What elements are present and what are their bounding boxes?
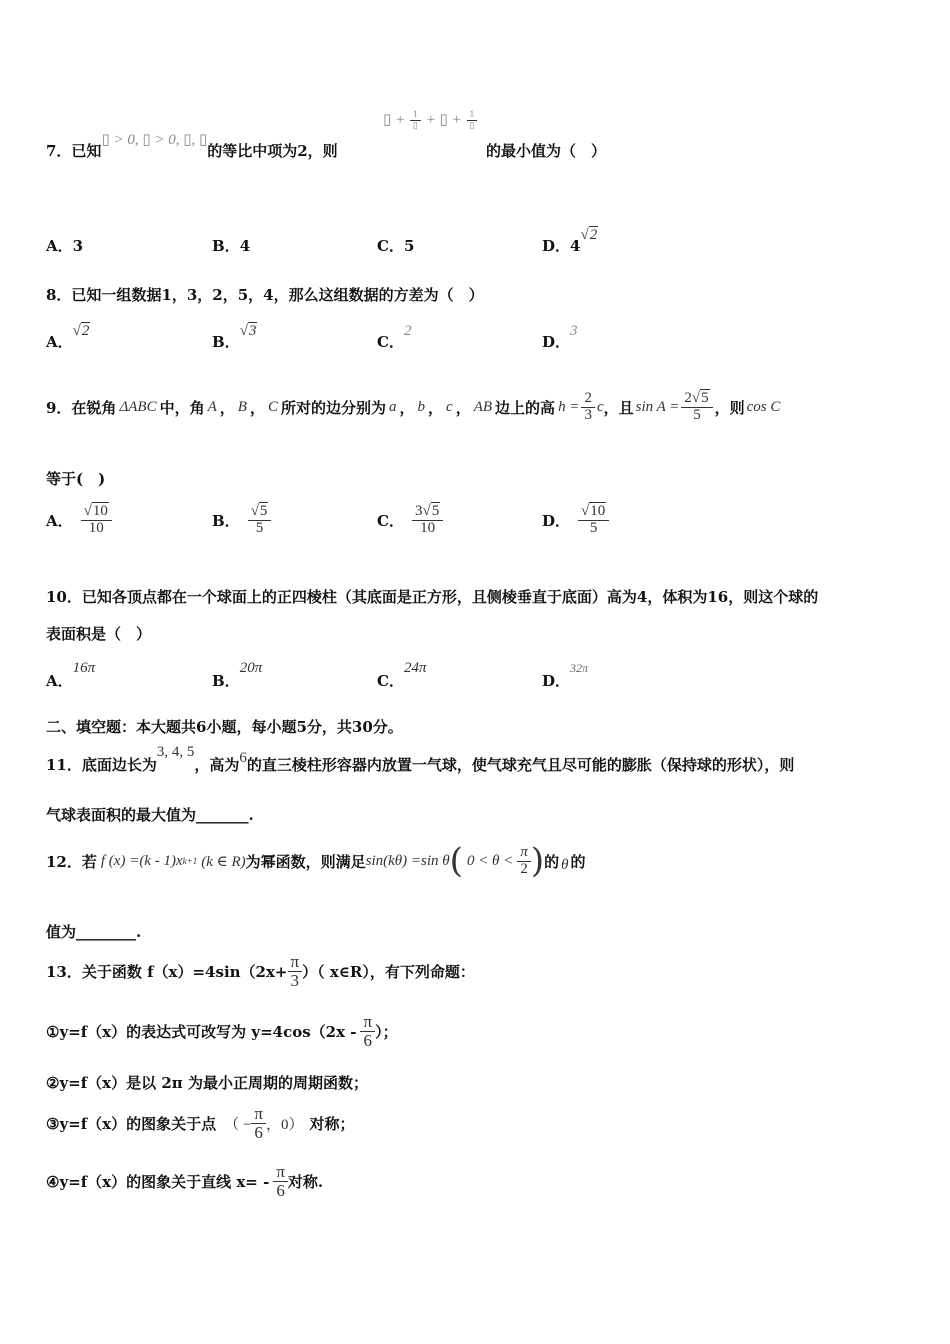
q9-stem-line2: 等于( ): [46, 470, 106, 488]
q13-statement-1: ①y=f（x）的表达式可改写为 y=4cos（2x - $\frac{\pi}{6}$ ）；: [46, 1011, 398, 1050]
q7-stem: 7．已知▯ > 0, ▯ > 0, ▯, ▯的等比中项为2，则: [46, 132, 338, 160]
q7-option-a[interactable]: A．3: [46, 237, 84, 255]
q12-pi-over-2: $\frac{\pi}{2}$: [517, 845, 531, 878]
q9-option-a[interactable]: A． $\frac{√10}{10}$: [46, 504, 112, 537]
q10-option-d[interactable]: D．$^{32\pi}$: [542, 661, 589, 690]
q9-h-fraction: $\frac{2}{3}$: [581, 391, 595, 424]
q11-stem-line2: 气球表面积的最大值为_______.: [46, 806, 254, 824]
q12-stem: 12．若 f (x) =(k - 1)x k+1 (k ∈ R) 为幂函数，则满足 sin(kθ) =sin θ ( 0 < θ < $\frac{\pi}{2}$ ) 的 θ 的: [46, 841, 586, 881]
q8-stem: 8．已知一组数据1，3，2，5，4，那么这组数据的方差为（ ）: [46, 286, 484, 304]
q7-expression: ▯ + $\frac{1}{▯}$ + ▯ + $\frac{1}{▯}$: [383, 110, 477, 130]
q7-frac-1: $\frac{1}{▯}$: [410, 110, 421, 130]
q9-sin-fraction: $\frac{2√5}{5}$: [681, 391, 712, 424]
q10-option-a[interactable]: A．16π: [46, 660, 96, 690]
q7-stem-end: 的最小值为（ ）: [486, 142, 607, 160]
q11-stem: 11．底面边长为3, 4, 5，高为6的直三棱柱形容器内放置一气球，使气球充气且尽可能的膨胀（保持球的形状），则: [46, 744, 795, 774]
q7-condition: ▯ > 0, ▯ > 0, ▯, ▯: [101, 132, 208, 148]
q7-frac-2: $\frac{1}{▯}$: [466, 110, 477, 130]
q9-stem: 9．在锐角 ΔABC 中，角 A ， B ， C 所对的边分别为 a ， b ， c ， AB 边上的高 h = $\frac{2}{3}$ c ，且 sin A = $\frac{2√5}{5}$ ，则 cos C: [46, 389, 781, 423]
q7-option-c[interactable]: C．5: [377, 237, 415, 255]
q13-statement-3: ③y=f（x）的图象关于点 （ − $\frac{\pi}{6}$ ，0） 对称；: [46, 1103, 355, 1142]
q8-option-c[interactable]: C．2: [377, 323, 412, 351]
q10-option-b[interactable]: B．20π: [212, 660, 263, 690]
q9-option-b[interactable]: B． $\frac{√5}{5}$: [212, 504, 271, 537]
q10-stem: 10．已知各顶点都在一个球面上的正四棱柱（其底面是正方形，且侧棱垂直于底面）高为4，体积为16，则这个球的: [46, 588, 819, 606]
q10-stem-line2: 表面积是（ ）: [46, 625, 152, 643]
q7-option-b[interactable]: B．4: [212, 237, 251, 255]
q12-stem-line2: 值为________.: [46, 923, 142, 941]
q9-option-c[interactable]: C． $\frac{3√5}{10}$: [377, 504, 443, 537]
q13-stem: 13．关于函数 f（x）=4sin（2x+ $\frac{\pi}{3}$ ）（ x∈R），有下列命题：: [46, 951, 475, 990]
q7-option-d[interactable]: D．4√2: [542, 227, 598, 255]
q8-option-a[interactable]: A．√2: [46, 323, 90, 351]
q10-option-c[interactable]: C．24π: [377, 660, 427, 690]
q8-option-d[interactable]: D．3: [542, 323, 578, 351]
big-paren-left: (: [449, 841, 463, 881]
q13-statement-2: ②y=f（x）是以 2π 为最小正周期的周期函数；: [46, 1074, 368, 1092]
q13-statement-4: ④y=f（x）的图象关于直线 x= - $\frac{\pi}{6}$ 对称.: [46, 1161, 324, 1200]
q9-option-d[interactable]: D． $\frac{√10}{5}$: [542, 504, 609, 537]
big-paren-right: ): [530, 841, 545, 881]
sqrt-symbol: √2: [580, 227, 598, 243]
section-heading-fill-in: 二、填空题：本大题共6小题，每小题5分，共30分。: [46, 718, 403, 736]
q13-pi-over-3: $\frac{\pi}{3}$: [288, 953, 303, 990]
q8-option-b[interactable]: B．√3: [212, 323, 257, 351]
